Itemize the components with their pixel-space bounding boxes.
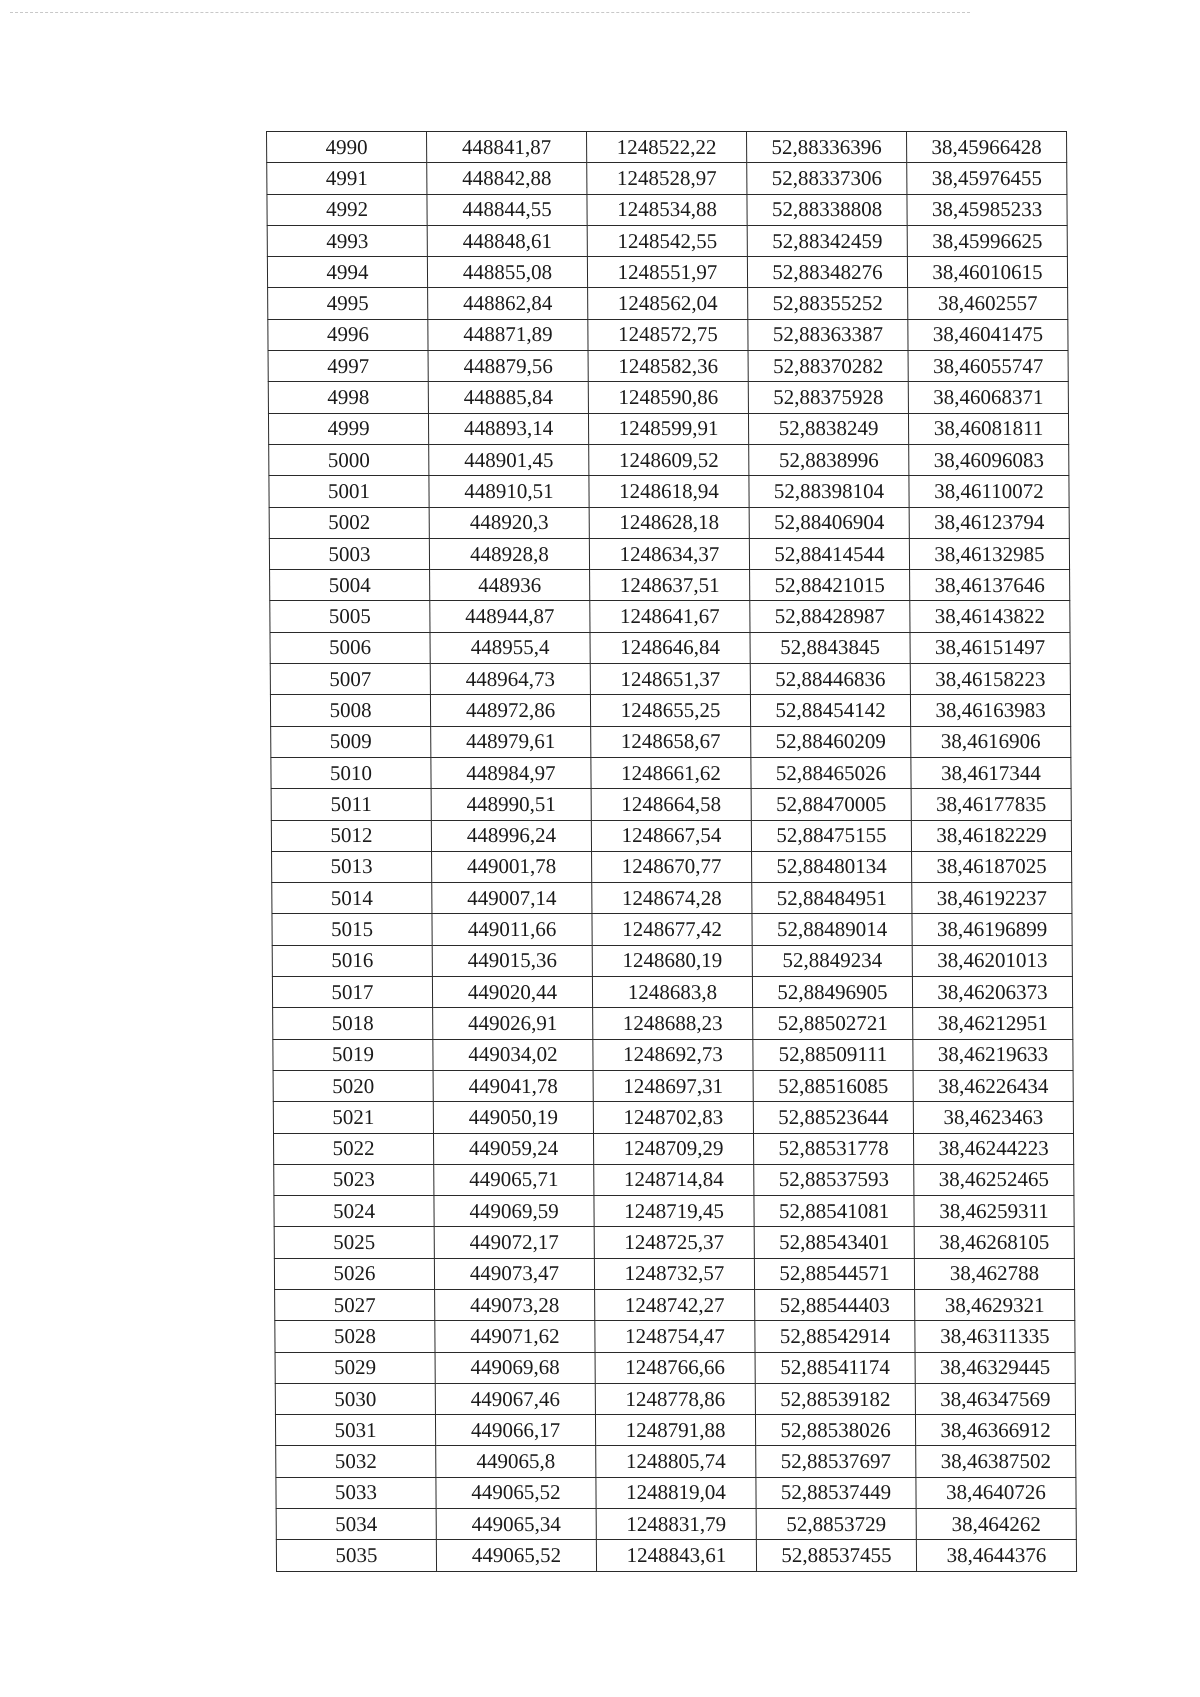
point-number-cell: 5012 <box>271 820 431 851</box>
x-coordinate-cell: 448996,24 <box>431 820 591 851</box>
latitude-cell: 52,88336396 <box>747 132 907 163</box>
longitude-cell: 38,46347569 <box>915 1383 1075 1414</box>
x-coordinate-cell: 448893,14 <box>428 413 588 444</box>
longitude-cell: 38,45985233 <box>907 194 1067 225</box>
point-number-cell: 4990 <box>267 132 427 163</box>
latitude-cell: 52,88539182 <box>755 1383 915 1414</box>
table-body <box>267 132 1077 1572</box>
table-row <box>273 1102 1073 1133</box>
point-number-cell: 5021 <box>273 1102 433 1133</box>
table-row <box>276 1446 1076 1477</box>
y-coordinate-cell: 1248819,04 <box>596 1477 756 1508</box>
x-coordinate-cell: 448879,56 <box>428 351 588 382</box>
table-row <box>275 1415 1075 1446</box>
x-coordinate-cell: 448972,86 <box>430 695 590 726</box>
table-row <box>273 1008 1073 1039</box>
point-number-cell: 5008 <box>270 695 430 726</box>
table-row <box>271 757 1071 788</box>
y-coordinate-cell: 1248661,62 <box>591 757 751 788</box>
y-coordinate-cell: 1248618,94 <box>589 476 749 507</box>
longitude-cell: 38,46151497 <box>910 632 1070 663</box>
x-coordinate-cell: 449066,17 <box>435 1415 595 1446</box>
longitude-cell: 38,46123794 <box>909 507 1069 538</box>
point-number-cell: 5025 <box>274 1227 434 1258</box>
latitude-cell: 52,88543401 <box>754 1227 914 1258</box>
table-row <box>275 1321 1075 1352</box>
x-coordinate-cell: 449065,34 <box>436 1509 596 1540</box>
y-coordinate-cell: 1248646,84 <box>590 632 750 663</box>
longitude-cell: 38,4623463 <box>913 1102 1073 1133</box>
point-number-cell: 5028 <box>275 1321 435 1352</box>
latitude-cell: 52,88375928 <box>748 382 908 413</box>
longitude-cell: 38,46387502 <box>916 1446 1076 1477</box>
latitude-cell: 52,8849234 <box>752 945 912 976</box>
table-row <box>267 132 1067 163</box>
x-coordinate-cell: 449065,52 <box>436 1477 596 1508</box>
y-coordinate-cell: 1248670,77 <box>592 851 752 882</box>
point-number-cell: 5009 <box>271 726 431 757</box>
table-row <box>270 570 1070 601</box>
latitude-cell: 52,88480134 <box>752 851 912 882</box>
latitude-cell: 52,88538026 <box>755 1415 915 1446</box>
y-coordinate-cell: 1248655,25 <box>590 695 750 726</box>
longitude-cell: 38,46252465 <box>914 1164 1074 1195</box>
longitude-cell: 38,4629321 <box>915 1289 1075 1320</box>
longitude-cell: 38,45996625 <box>907 225 1067 256</box>
point-number-cell: 5016 <box>272 945 432 976</box>
longitude-cell: 38,46226434 <box>913 1070 1073 1101</box>
x-coordinate-cell: 449059,24 <box>433 1133 593 1164</box>
y-coordinate-cell: 1248562,04 <box>588 288 748 319</box>
y-coordinate-cell: 1248534,88 <box>587 194 747 225</box>
latitude-cell: 52,88363387 <box>748 319 908 350</box>
longitude-cell: 38,46055747 <box>908 351 1068 382</box>
latitude-cell: 52,8838996 <box>749 444 909 475</box>
table-row <box>267 194 1067 225</box>
y-coordinate-cell: 1248791,88 <box>595 1415 755 1446</box>
table-row <box>267 225 1067 256</box>
point-number-cell: 5013 <box>272 851 432 882</box>
point-number-cell: 4992 <box>267 194 427 225</box>
latitude-cell: 52,88541081 <box>754 1196 914 1227</box>
latitude-cell: 52,88454142 <box>750 695 910 726</box>
latitude-cell: 52,88537593 <box>754 1164 914 1195</box>
x-coordinate-cell: 449020,44 <box>432 977 592 1008</box>
y-coordinate-cell: 1248692,73 <box>593 1039 753 1070</box>
latitude-cell: 52,8853729 <box>756 1509 916 1540</box>
point-number-cell: 4999 <box>268 413 428 444</box>
x-coordinate-cell: 448841,87 <box>427 132 587 163</box>
latitude-cell: 52,88502721 <box>753 1008 913 1039</box>
longitude-cell: 38,46192237 <box>912 883 1072 914</box>
point-number-cell: 5022 <box>273 1133 433 1164</box>
x-coordinate-cell: 449065,52 <box>436 1540 596 1571</box>
y-coordinate-cell: 1248651,37 <box>590 664 750 695</box>
longitude-cell: 38,462788 <box>914 1258 1074 1289</box>
longitude-cell: 38,46096083 <box>909 444 1069 475</box>
longitude-cell: 38,46219633 <box>913 1039 1073 1070</box>
point-number-cell: 5033 <box>276 1477 436 1508</box>
latitude-cell: 52,8843845 <box>750 632 910 663</box>
point-number-cell: 5034 <box>276 1509 436 1540</box>
table-row <box>272 851 1072 882</box>
longitude-cell: 38,46158223 <box>910 664 1070 695</box>
longitude-cell: 38,46010615 <box>907 257 1067 288</box>
latitude-cell: 52,88421015 <box>750 570 910 601</box>
y-coordinate-cell: 1248542,55 <box>587 225 747 256</box>
longitude-cell: 38,46137646 <box>910 570 1070 601</box>
latitude-cell: 52,88544403 <box>755 1289 915 1320</box>
latitude-cell: 52,88342459 <box>747 225 907 256</box>
table-row <box>268 382 1068 413</box>
latitude-cell: 52,88348276 <box>747 257 907 288</box>
table-row <box>272 977 1072 1008</box>
longitude-cell: 38,46187025 <box>912 851 1072 882</box>
point-number-cell: 5019 <box>273 1039 433 1070</box>
point-number-cell: 5003 <box>269 538 429 569</box>
x-coordinate-cell: 449041,78 <box>433 1070 593 1101</box>
y-coordinate-cell: 1248697,31 <box>593 1070 753 1101</box>
coordinates-table-wrapper <box>266 131 1076 1572</box>
table-row <box>268 351 1068 382</box>
x-coordinate-cell: 448964,73 <box>430 664 590 695</box>
latitude-cell: 52,88428987 <box>750 601 910 632</box>
longitude-cell: 38,4617344 <box>911 757 1071 788</box>
table-row <box>269 444 1069 475</box>
longitude-cell: 38,46259311 <box>914 1196 1074 1227</box>
table-row <box>275 1289 1075 1320</box>
longitude-cell: 38,46196899 <box>912 914 1072 945</box>
x-coordinate-cell: 449026,91 <box>433 1008 593 1039</box>
y-coordinate-cell: 1248582,36 <box>588 351 748 382</box>
table-row <box>269 476 1069 507</box>
latitude-cell: 52,88475155 <box>751 820 911 851</box>
x-coordinate-cell: 448910,51 <box>429 476 589 507</box>
table-row <box>267 257 1067 288</box>
point-number-cell: 5007 <box>270 664 430 695</box>
y-coordinate-cell: 1248637,51 <box>590 570 750 601</box>
point-number-cell: 5030 <box>275 1383 435 1414</box>
table-row <box>275 1352 1075 1383</box>
longitude-cell: 38,46206373 <box>912 977 1072 1008</box>
table-row <box>270 695 1070 726</box>
latitude-cell: 52,88484951 <box>752 883 912 914</box>
x-coordinate-cell: 449007,14 <box>432 883 592 914</box>
y-coordinate-cell: 1248732,57 <box>594 1258 754 1289</box>
point-number-cell: 5018 <box>273 1008 433 1039</box>
longitude-cell: 38,46163983 <box>910 695 1070 726</box>
longitude-cell: 38,46182229 <box>911 820 1071 851</box>
table-row <box>268 413 1068 444</box>
table-row <box>274 1227 1074 1258</box>
longitude-cell: 38,46110072 <box>909 476 1069 507</box>
x-coordinate-cell: 448936 <box>430 570 590 601</box>
longitude-cell: 38,46366912 <box>915 1415 1075 1446</box>
y-coordinate-cell: 1248522,22 <box>587 132 747 163</box>
x-coordinate-cell: 449065,71 <box>434 1164 594 1195</box>
y-coordinate-cell: 1248528,97 <box>587 163 747 194</box>
table-row <box>270 632 1070 663</box>
x-coordinate-cell: 449015,36 <box>432 945 592 976</box>
longitude-cell: 38,46311335 <box>915 1321 1075 1352</box>
table-row <box>271 726 1071 757</box>
x-coordinate-cell: 449069,68 <box>435 1352 595 1383</box>
point-number-cell: 5014 <box>272 883 432 914</box>
table-row <box>274 1196 1074 1227</box>
latitude-cell: 52,88470005 <box>751 789 911 820</box>
table-row <box>271 789 1071 820</box>
y-coordinate-cell: 1248725,37 <box>594 1227 754 1258</box>
y-coordinate-cell: 1248641,67 <box>590 601 750 632</box>
table-row <box>270 601 1070 632</box>
point-number-cell: 5020 <box>273 1070 433 1101</box>
point-number-cell: 5011 <box>271 789 431 820</box>
table-row <box>272 883 1072 914</box>
point-number-cell: 5004 <box>270 570 430 601</box>
x-coordinate-cell: 448842,88 <box>427 163 587 194</box>
x-coordinate-cell: 449073,28 <box>435 1289 595 1320</box>
table-row <box>269 538 1069 569</box>
y-coordinate-cell: 1248778,86 <box>595 1383 755 1414</box>
longitude-cell: 38,45966428 <box>907 132 1067 163</box>
latitude-cell: 52,88516085 <box>753 1070 913 1101</box>
table-row <box>272 914 1072 945</box>
latitude-cell: 52,88338808 <box>747 194 907 225</box>
x-coordinate-cell: 448944,87 <box>430 601 590 632</box>
table-row <box>272 945 1072 976</box>
point-number-cell: 5010 <box>271 757 431 788</box>
point-number-cell: 5015 <box>272 914 432 945</box>
table-row <box>273 1133 1073 1164</box>
y-coordinate-cell: 1248754,47 <box>595 1321 755 1352</box>
table-row <box>274 1164 1074 1195</box>
latitude-cell: 52,88460209 <box>751 726 911 757</box>
x-coordinate-cell: 449050,19 <box>433 1102 593 1133</box>
point-number-cell: 5000 <box>269 444 429 475</box>
point-number-cell: 5029 <box>275 1352 435 1383</box>
y-coordinate-cell: 1248674,28 <box>592 883 752 914</box>
latitude-cell: 52,88531778 <box>753 1133 913 1164</box>
x-coordinate-cell: 449073,47 <box>434 1258 594 1289</box>
y-coordinate-cell: 1248634,37 <box>589 538 749 569</box>
latitude-cell: 52,88509111 <box>753 1039 913 1070</box>
point-number-cell: 5005 <box>270 601 430 632</box>
latitude-cell: 52,88414544 <box>749 538 909 569</box>
y-coordinate-cell: 1248702,83 <box>593 1102 753 1133</box>
longitude-cell: 38,46068371 <box>908 382 1068 413</box>
x-coordinate-cell: 448979,61 <box>431 726 591 757</box>
point-number-cell: 4991 <box>267 163 427 194</box>
scan-edge-line <box>10 12 970 13</box>
longitude-cell: 38,46329445 <box>915 1352 1075 1383</box>
latitude-cell: 52,88355252 <box>748 288 908 319</box>
latitude-cell: 52,88398104 <box>749 476 909 507</box>
latitude-cell: 52,88542914 <box>755 1321 915 1352</box>
table-row <box>268 319 1068 350</box>
table-row <box>273 1070 1073 1101</box>
coordinates-table <box>266 131 1077 1572</box>
x-coordinate-cell: 448920,3 <box>429 507 589 538</box>
longitude-cell: 38,46201013 <box>912 945 1072 976</box>
point-number-cell: 5027 <box>275 1289 435 1320</box>
x-coordinate-cell: 449072,17 <box>434 1227 594 1258</box>
latitude-cell: 52,88544571 <box>754 1258 914 1289</box>
x-coordinate-cell: 449071,62 <box>435 1321 595 1352</box>
x-coordinate-cell: 448928,8 <box>429 538 589 569</box>
x-coordinate-cell: 448848,61 <box>427 225 587 256</box>
y-coordinate-cell: 1248677,42 <box>592 914 752 945</box>
y-coordinate-cell: 1248599,91 <box>588 413 748 444</box>
longitude-cell: 38,46081811 <box>908 413 1068 444</box>
y-coordinate-cell: 1248658,67 <box>591 726 751 757</box>
latitude-cell: 52,88537455 <box>756 1540 916 1571</box>
y-coordinate-cell: 1248551,97 <box>587 257 747 288</box>
table-row <box>271 820 1071 851</box>
y-coordinate-cell: 1248628,18 <box>589 507 749 538</box>
longitude-cell: 38,4644376 <box>916 1540 1076 1571</box>
longitude-cell: 38,464262 <box>916 1509 1076 1540</box>
latitude-cell: 52,88523644 <box>753 1102 913 1133</box>
y-coordinate-cell: 1248680,19 <box>592 945 752 976</box>
x-coordinate-cell: 448984,97 <box>431 757 591 788</box>
point-number-cell: 4993 <box>267 225 427 256</box>
table-row <box>276 1540 1076 1571</box>
longitude-cell: 38,46041475 <box>908 319 1068 350</box>
table-row <box>273 1039 1073 1070</box>
table-row <box>270 664 1070 695</box>
table-row <box>276 1477 1076 1508</box>
y-coordinate-cell: 1248742,27 <box>595 1289 755 1320</box>
y-coordinate-cell: 1248664,58 <box>591 789 751 820</box>
latitude-cell: 52,88465026 <box>751 757 911 788</box>
x-coordinate-cell: 449067,46 <box>435 1383 595 1414</box>
latitude-cell: 52,88337306 <box>747 163 907 194</box>
latitude-cell: 52,88541174 <box>755 1352 915 1383</box>
point-number-cell: 5017 <box>272 977 432 1008</box>
y-coordinate-cell: 1248609,52 <box>589 444 749 475</box>
table-row <box>274 1258 1074 1289</box>
y-coordinate-cell: 1248719,45 <box>594 1196 754 1227</box>
x-coordinate-cell: 448901,45 <box>429 444 589 475</box>
latitude-cell: 52,8838249 <box>748 413 908 444</box>
point-number-cell: 4996 <box>268 319 428 350</box>
table-row <box>276 1509 1076 1540</box>
longitude-cell: 38,46268105 <box>914 1227 1074 1258</box>
x-coordinate-cell: 448990,51 <box>431 789 591 820</box>
y-coordinate-cell: 1248766,66 <box>595 1352 755 1383</box>
point-number-cell: 4995 <box>268 288 428 319</box>
point-number-cell: 5035 <box>276 1540 436 1571</box>
table-row <box>269 507 1069 538</box>
latitude-cell: 52,88496905 <box>752 977 912 1008</box>
x-coordinate-cell: 448862,84 <box>428 288 588 319</box>
x-coordinate-cell: 449001,78 <box>432 851 592 882</box>
x-coordinate-cell: 449011,66 <box>432 914 592 945</box>
longitude-cell: 38,4640726 <box>916 1477 1076 1508</box>
table-row <box>275 1383 1075 1414</box>
longitude-cell: 38,46143822 <box>910 601 1070 632</box>
y-coordinate-cell: 1248688,23 <box>593 1008 753 1039</box>
longitude-cell: 38,4602557 <box>908 288 1068 319</box>
point-number-cell: 5001 <box>269 476 429 507</box>
longitude-cell: 38,46177835 <box>911 789 1071 820</box>
point-number-cell: 4998 <box>268 382 428 413</box>
point-number-cell: 4994 <box>267 257 427 288</box>
longitude-cell: 38,46244223 <box>913 1133 1073 1164</box>
point-number-cell: 5032 <box>276 1446 436 1477</box>
x-coordinate-cell: 448955,4 <box>430 632 590 663</box>
x-coordinate-cell: 449069,59 <box>434 1196 594 1227</box>
point-number-cell: 5002 <box>269 507 429 538</box>
point-number-cell: 5031 <box>275 1415 435 1446</box>
longitude-cell: 38,46132985 <box>909 538 1069 569</box>
latitude-cell: 52,88446836 <box>750 664 910 695</box>
y-coordinate-cell: 1248572,75 <box>588 319 748 350</box>
y-coordinate-cell: 1248590,86 <box>588 382 748 413</box>
x-coordinate-cell: 448885,84 <box>428 382 588 413</box>
y-coordinate-cell: 1248714,84 <box>594 1164 754 1195</box>
y-coordinate-cell: 1248667,54 <box>591 820 751 851</box>
y-coordinate-cell: 1248683,8 <box>592 977 752 1008</box>
latitude-cell: 52,88537449 <box>756 1477 916 1508</box>
table-row <box>268 288 1068 319</box>
y-coordinate-cell: 1248709,29 <box>593 1133 753 1164</box>
y-coordinate-cell: 1248843,61 <box>596 1540 756 1571</box>
x-coordinate-cell: 448844,55 <box>427 194 587 225</box>
table-row <box>267 163 1067 194</box>
latitude-cell: 52,88370282 <box>748 351 908 382</box>
longitude-cell: 38,4616906 <box>911 726 1071 757</box>
x-coordinate-cell: 448855,08 <box>427 257 587 288</box>
x-coordinate-cell: 448871,89 <box>428 319 588 350</box>
point-number-cell: 5006 <box>270 632 430 663</box>
point-number-cell: 4997 <box>268 351 428 382</box>
point-number-cell: 5026 <box>274 1258 434 1289</box>
latitude-cell: 52,88406904 <box>749 507 909 538</box>
x-coordinate-cell: 449065,8 <box>436 1446 596 1477</box>
latitude-cell: 52,88489014 <box>752 914 912 945</box>
longitude-cell: 38,45976455 <box>907 163 1067 194</box>
y-coordinate-cell: 1248831,79 <box>596 1509 756 1540</box>
y-coordinate-cell: 1248805,74 <box>596 1446 756 1477</box>
point-number-cell: 5024 <box>274 1196 434 1227</box>
latitude-cell: 52,88537697 <box>756 1446 916 1477</box>
x-coordinate-cell: 449034,02 <box>433 1039 593 1070</box>
longitude-cell: 38,46212951 <box>913 1008 1073 1039</box>
point-number-cell: 5023 <box>274 1164 434 1195</box>
